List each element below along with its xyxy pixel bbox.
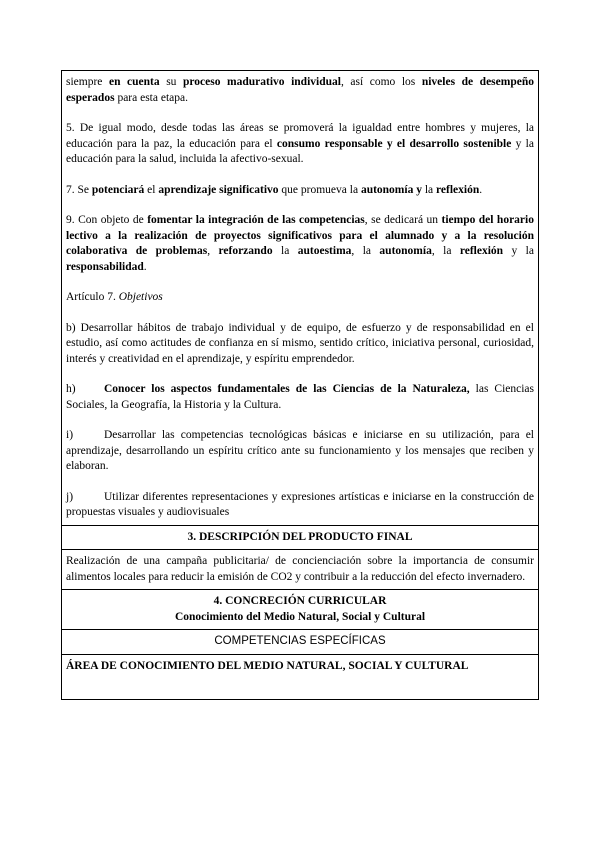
section-3-text: Realización de una campaña publicitaria/ de concienciación sobre la importancia de consumir alimentos locales para reducir la emisión de CO2 y contribuir a la reducción del efecto invernadero. — [62, 550, 539, 590]
section-3-body-row — [62, 550, 539, 590]
paragraph-maturation: siempre en cuenta su proceso madurativo individual, así como los niveles de desempeño esperados para esta etapa. — [66, 76, 534, 104]
area-title: ÁREA DE CONOCIMIENTO DEL MEDIO NATURAL, SOCIAL Y CULTURAL — [62, 654, 539, 699]
paragraph-9: 9. Con objeto de fomentar la integración de las competencias, se dedicará un tiempo del horario lectivo a la realización de proyectos significativos para el alumnado y a la resolución colaborativa de problemas, reforzando la autoestima, la autonomía, la reflexión y la responsabilidad. — [66, 214, 534, 273]
section-4-title: 4. CONCRECIÓN CURRICULAR — [213, 595, 387, 607]
section-3-header-row — [62, 525, 539, 550]
section-4-header — [62, 590, 539, 630]
objective-b: b) Desarrollar hábitos de trabajo individual y de equipo, de esfuerzo y de responsabilidad en el estudio, así como actitudes de confianza en sí mismo, sentido crítico, iniciativa personal, curiosidad, interés y creatividad en el aprendizaje, y espíritu emprendedor. — [66, 321, 534, 365]
section-3-title: 3. DESCRIPCIÓN DEL PRODUCTO FINAL — [62, 525, 539, 550]
paragraph-7: 7. Se potenciará el aprendizaje significativo que promueva la autonomía y la reflexión. — [66, 183, 483, 196]
objective-i: i) Desarrollar las competencias tecnológicas básicas e iniciarse en su utilización, para el aprendizaje, desarrollando un espíritu crítico ante su funcionamiento y los mensajes que reciben y elaboran. — [66, 429, 534, 472]
curriculum-table — [61, 70, 539, 700]
content-cell — [62, 71, 539, 526]
section-4-header-row — [62, 590, 539, 630]
competencias-label: COMPETENCIAS ESPECÍFICAS — [62, 630, 539, 655]
competencias-row — [62, 630, 539, 655]
content-row — [62, 71, 539, 526]
paragraph-5: 5. De igual modo, desde todas las áreas se promoverá la igualdad entre hombres y mujeres, la educación para la paz, la educación para el consumo responsable y el desarrollo sostenible y la educación para la salud, incluida la afectivo-sexual. — [66, 122, 534, 165]
section-4-subtitle: Conocimiento del Medio Natural, Social y Cultural — [174, 610, 426, 623]
article-heading: Artículo 7. Objetivos — [66, 291, 163, 303]
objective-j: j) Utilizar diferentes representaciones y expresiones artísticas e iniciarse en la construcción de propuestas visuales y audiovisuales — [66, 490, 534, 518]
area-row — [62, 654, 539, 699]
objective-h: h) Conocer los aspectos fundamentales de las Ciencias de la Naturaleza, las Ciencias Sociales, la Geografía, la Historia y la Cultura. — [66, 383, 534, 411]
